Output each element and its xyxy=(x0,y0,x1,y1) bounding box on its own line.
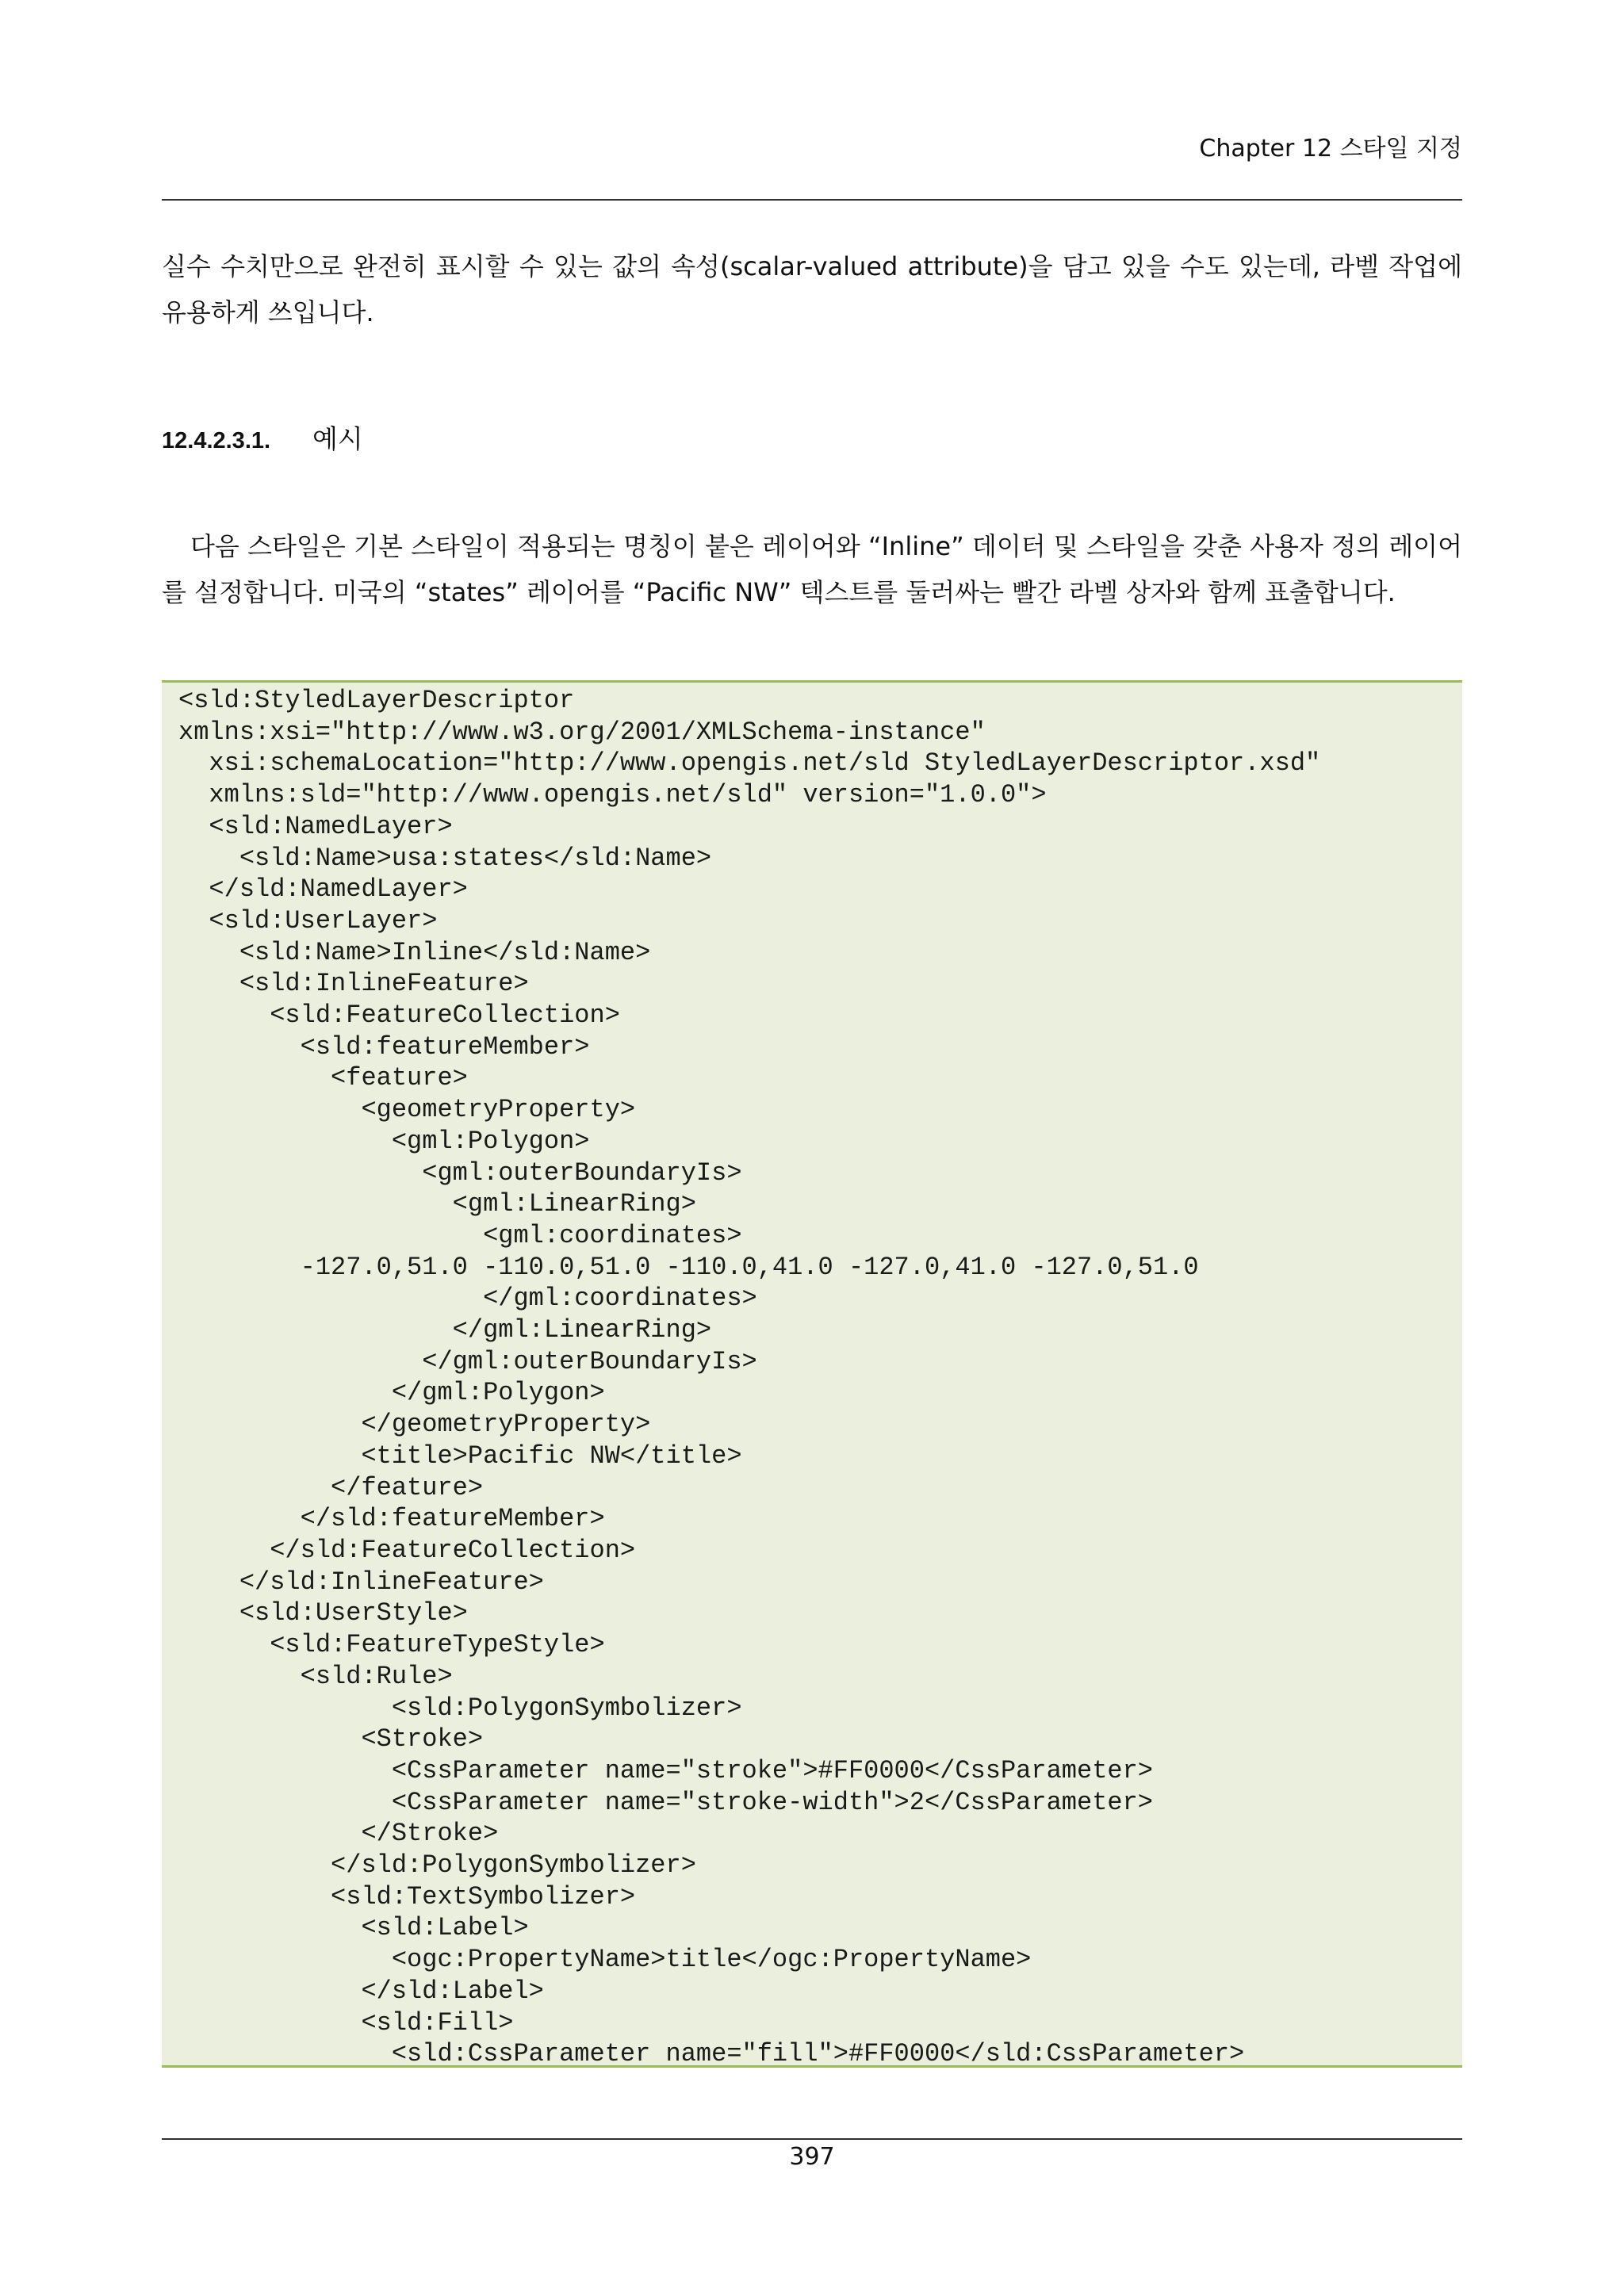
section-heading xyxy=(162,420,363,460)
code-line: <sld:TextSymbolizer> xyxy=(178,1881,636,1911)
code-line: </sld:NamedLayer> xyxy=(178,874,468,905)
code-line: <geometryProperty> xyxy=(178,1095,636,1125)
code-listing xyxy=(162,680,1462,2068)
section-number: 12.4.2.3.1. xyxy=(162,428,271,453)
code-line: <sld:PolygonSymbolizer> xyxy=(178,1693,742,1723)
code-line: </sld:PolygonSymbolizer> xyxy=(178,1850,696,1881)
code-line: <sld:UserLayer> xyxy=(178,905,438,936)
code-line: <CssParameter name="stroke-width">2</CssParameter> xyxy=(178,1787,1153,1817)
code-line: <gml:coordinates> xyxy=(178,1220,742,1250)
code-line: <sld:Name>Inline</sld:Name> xyxy=(178,937,651,967)
code-line: </Stroke> xyxy=(178,1819,499,1849)
footer-rule xyxy=(162,2138,1462,2140)
code-line: </gml:outerBoundaryIs> xyxy=(178,1346,757,1376)
page-number: 397 xyxy=(789,2143,835,2171)
intro-paragraph: 실수 수치만으로 완전히 표시할 수 있는 값의 속성(scalar-valued attribute)을 담고 있을 수도 있는데, 라벨 작업에 유용하게 쓰입니다. xyxy=(162,251,1462,327)
code-line: <sld:Name>usa:states</sld:Name> xyxy=(178,843,712,873)
header-rule xyxy=(162,199,1462,201)
code-line: <gml:outerBoundaryIs> xyxy=(178,1158,742,1188)
code-line: <gml:Polygon> xyxy=(178,1126,590,1156)
code-line: </sld:featureMember> xyxy=(178,1504,605,1534)
code-line: <Stroke> xyxy=(178,1724,484,1755)
code-line: xsi:schemaLocation="http://www.opengis.net/sld StyledLayerDescriptor.xsd" xyxy=(178,748,1321,779)
code-line: </sld:InlineFeature> xyxy=(178,1567,544,1597)
code-line: <sld:NamedLayer> xyxy=(178,811,453,841)
code-line: </feature> xyxy=(178,1472,484,1502)
running-header: Chapter 12 스타일 지정 xyxy=(1199,135,1462,163)
code-line: <sld:UserStyle> xyxy=(178,1598,468,1628)
code-line: <sld:FeatureTypeStyle> xyxy=(178,1630,605,1660)
code-line: -127.0,51.0 -110.0,51.0 -110.0,41.0 -127.0,41.0 -127.0,51.0 xyxy=(178,1252,1199,1282)
code-line: <sld:CssParameter name="fill">#FF0000</sld:CssParameter> xyxy=(178,2039,1245,2068)
code-line: </gml:coordinates> xyxy=(178,1284,757,1314)
code-line: </gml:Polygon> xyxy=(178,1378,605,1408)
code-text xyxy=(178,685,1320,2068)
code-line: <gml:LinearRing> xyxy=(178,1189,696,1219)
code-line: </sld:FeatureCollection> xyxy=(178,1535,636,1565)
code-line: </sld:Label> xyxy=(178,1976,544,2006)
code-line: </gml:LinearRing> xyxy=(178,1315,712,1345)
section-title: 예시 xyxy=(312,423,363,454)
code-line: </geometryProperty> xyxy=(178,1410,651,1440)
code-line: <CssParameter name="stroke">#FF0000</CssParameter> xyxy=(178,1755,1153,1785)
code-line: <sld:InlineFeature> xyxy=(178,969,529,999)
code-line: <title>Pacific NW</title> xyxy=(178,1441,742,1471)
code-line: <feature> xyxy=(178,1063,468,1093)
code-line: <sld:Fill> xyxy=(178,2007,514,2038)
code-line: <sld:Rule> xyxy=(178,1661,453,1691)
code-line: <sld:FeatureCollection> xyxy=(178,1001,620,1031)
code-line: xmlns:xsi="http://www.w3.org/2001/XMLSchema-instance" xyxy=(178,717,986,747)
description-paragraph: 다음 스타일은 기본 스타일이 적용되는 명칭이 붙은 레이어와 “Inline” 데이터 및 스타일을 갖춘 사용자 정의 레이어를 설정합니다. 미국의 “states” 레이어를 “Pacific NW” 텍스트를 둘러싸는 빨간 라벨 상자와 함께 표출합니다. xyxy=(162,531,1463,607)
code-line: <sld:featureMember> xyxy=(178,1031,590,1062)
code-line: <ogc:PropertyName>title</ogc:PropertyName> xyxy=(178,1945,1032,1975)
code-line: <sld:Label> xyxy=(178,1913,529,1943)
code-line: <sld:StyledLayerDescriptor xyxy=(178,686,575,715)
code-line: xmlns:sld="http://www.opengis.net/sld" version="1.0.0"> xyxy=(178,780,1047,810)
